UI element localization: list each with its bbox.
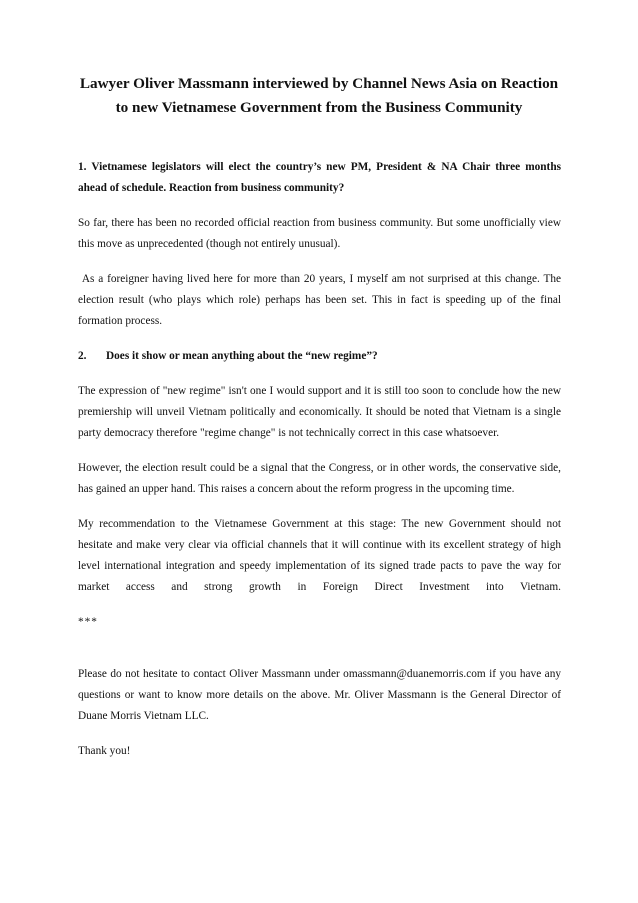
answer-1-paragraph-1: So far, there has been no recorded official reaction from business community. But some unofficially view this move as unprecedented (though not entirely unusual).: [78, 217, 561, 250]
question-2-number: 2.: [78, 350, 87, 362]
answer-2-paragraph-2: However, the election result could be a signal that the Congress, or in other words, the conservative side, has gained an upper hand. This raises a concern about the reform progress in the upcoming time.: [78, 462, 561, 495]
section-separator: ***: [78, 616, 98, 628]
title-line-2: to new Vietnamese Government from the Business Community: [115, 99, 523, 116]
answer-2-paragraph-1: The expression of "new regime" isn't one I would support and it is still too soon to conclude how the new premiership will unveil Vietnam politically and economically. It should be noted that Vietnam is a single party democracy therefore "regime change" is not technically correct in this case whatsoever.: [78, 385, 561, 439]
question-2: [78, 346, 561, 367]
question-2-text: Does it show or mean anything about the “new regime”?: [106, 350, 378, 362]
document-title: [60, 72, 578, 120]
answer-1-paragraph-2-text: As a foreigner having lived here for more than 20 years, I myself am not surprised at this change. The election result (who plays which role) perhaps has been set. This in fact is speeding up of the final formation process.: [78, 273, 562, 327]
answer-2-paragraph-3: My recommendation to the Vietnamese Government at this stage: The new Government should not hesitate and make very clear via official channels that it will continue with its excellent strategy of high level international integration and speedy implementation of its signed trade pacts to pave the way for market access and strong growth in Foreign Direct Investment into Vietnam.: [78, 518, 561, 593]
document-body: [78, 157, 561, 776]
closing-line: Thank you!: [78, 745, 131, 757]
answer-1-paragraph-2: [78, 269, 561, 332]
contact-paragraph: Please do not hesitate to contact Oliver Massmann under omassmann@duanemorris.com if you have any questions or want to know more details on the above. Mr. Oliver Massmann is the General Director of Duane Morris Vietnam LLC.: [78, 668, 561, 722]
question-1: 1. Vietnamese legislators will elect the country’s new PM, President & NA Chair three months ahead of schedule. Reaction from business community?: [78, 161, 561, 194]
title-line-1: Lawyer Oliver Massmann interviewed by Channel News Asia on Reaction: [79, 75, 559, 92]
